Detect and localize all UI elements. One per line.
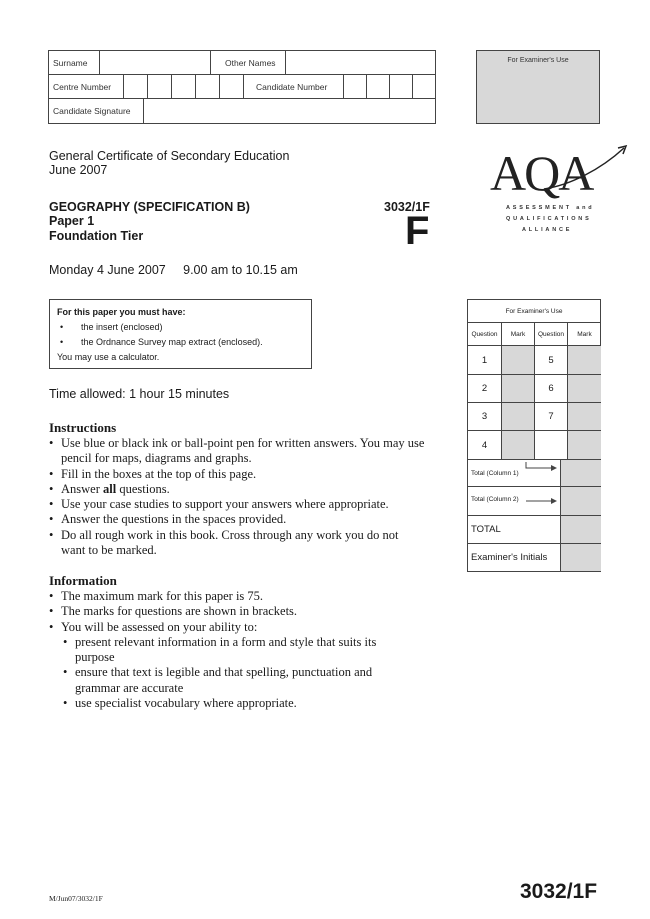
aqa-logo: AQA (490, 145, 593, 201)
table-row (468, 346, 600, 375)
other-names-label: Other Names (211, 51, 286, 74)
header-question: Question (468, 323, 502, 345)
time-allowed: Time allowed: 1 hour 15 minutes (49, 387, 230, 401)
initials-cell[interactable] (561, 544, 601, 571)
paper-number: Paper 1 (49, 214, 95, 228)
information-title: Information (49, 573, 117, 588)
information-item: • The maximum mark for this paper is 75. (49, 589, 409, 604)
marks-table-header-row (468, 323, 600, 346)
mark-cell[interactable] (502, 403, 535, 430)
information-item: • The marks for questions are shown in brackets. (49, 604, 409, 619)
instruction-item: • Use blue or black ink or ball-point pen for written answers. You may use pencil for maps, diagrams and graphs. (49, 436, 429, 467)
total-col2-cell[interactable] (561, 487, 601, 515)
tier-letter: F (405, 209, 430, 253)
assessment-item: • present relevant information in a form and style that suits its purpose (49, 635, 409, 666)
total-cell[interactable] (561, 516, 601, 543)
mark-cell[interactable] (502, 346, 535, 374)
candidate-digit-2[interactable] (367, 75, 390, 98)
arrow-right-icon (524, 496, 560, 506)
marks-table-title: For Examiner's Use (505, 308, 563, 315)
mark-cell[interactable] (502, 375, 535, 402)
centre-digit-2[interactable] (148, 75, 172, 98)
session: June 2007 (49, 163, 108, 177)
assessment-item: • ensure that text is legible and that spelling, punctuation and grammar are accurate (49, 665, 409, 696)
total-column-1-row (468, 460, 600, 487)
candidate-signature-field[interactable] (144, 99, 436, 124)
material-item: • the insert (enclosed) (57, 320, 304, 335)
other-names-field[interactable] (286, 51, 436, 74)
centre-digit-3[interactable] (172, 75, 196, 98)
mark-cell[interactable] (568, 346, 601, 374)
candidate-digit-4[interactable] (413, 75, 436, 98)
table-row (468, 403, 600, 431)
question-number: 1 (468, 346, 502, 374)
total-col1-cell[interactable] (561, 460, 601, 486)
mark-cell[interactable] (568, 375, 601, 402)
signature-row (49, 99, 435, 124)
mark-cell[interactable] (568, 403, 601, 430)
arrow-right-icon (524, 462, 560, 474)
candidate-details-grid (48, 50, 436, 124)
material-item: • the Ordnance Survey map extract (enclosed). (57, 335, 304, 350)
table-row (468, 431, 600, 460)
question-number: 5 (535, 346, 568, 374)
candidate-signature-label: Candidate Signature (49, 99, 144, 124)
centre-number-label: Centre Number (49, 75, 124, 98)
header-question: Question (535, 323, 568, 345)
calculator-note: You may use a calculator. (57, 352, 160, 362)
total-row (468, 516, 600, 544)
instructions-section (49, 420, 429, 558)
initials-label: Examiner's Initials (468, 544, 561, 571)
number-row (49, 75, 435, 99)
centre-digit-4[interactable] (196, 75, 220, 98)
total-col2-label-cell (468, 487, 561, 515)
total-label: TOTAL (468, 516, 561, 543)
instruction-item: • Answer the questions in the spaces provided. (49, 512, 429, 527)
question-number: 2 (468, 375, 502, 402)
logo-line-1: ASSESSMENT and (506, 205, 595, 211)
qualification: General Certificate of Secondary Education (49, 149, 290, 163)
question-number: 4 (468, 431, 502, 459)
centre-digit-5[interactable] (220, 75, 244, 98)
examiner-marks-table (467, 299, 601, 572)
candidate-digit-3[interactable] (390, 75, 413, 98)
total-column-2-row (468, 487, 600, 516)
assessment-item: • use specialist vocabulary where appropriate. (49, 696, 409, 711)
date-time: Monday 4 June 2007 9.00 am to 10.15 am (49, 263, 298, 277)
candidate-number-label: Candidate Number (244, 75, 344, 98)
surname-field[interactable] (100, 51, 211, 74)
total-col2-label: Total (Column 2) (471, 496, 519, 503)
marks-table-title-row (468, 300, 600, 323)
candidate-digit-1[interactable] (344, 75, 367, 98)
question-number: 3 (468, 403, 502, 430)
subject: GEOGRAPHY (SPECIFICATION B) (49, 200, 250, 214)
header-mark: Mark (502, 323, 535, 345)
logo-line-2: QUALIFICATIONS (506, 216, 592, 222)
logo-swoosh-icon (540, 145, 630, 195)
information-section (49, 573, 409, 711)
total-col1-label-cell (468, 460, 561, 486)
empty-cell (535, 431, 568, 459)
total-col1-label: Total (Column 1) (471, 470, 519, 477)
table-row (468, 375, 600, 403)
question-number: 7 (535, 403, 568, 430)
information-item: • You will be assessed on your ability to: (49, 620, 409, 635)
materials-title: For this paper you must have: (57, 307, 186, 317)
logo-line-3: ALLIANCE (522, 227, 573, 233)
instruction-item: • Use your case studies to support your answers where appropriate. (49, 497, 429, 512)
initials-row (468, 544, 600, 571)
instructions-title: Instructions (49, 420, 117, 435)
surname-row (49, 51, 435, 75)
paper-code: 3032/1F (384, 200, 430, 214)
header-mark: Mark (577, 331, 592, 338)
instruction-item: • Fill in the boxes at the top of this page. (49, 467, 429, 482)
question-number: 6 (535, 375, 568, 402)
instruction-item: • Do all rough work in this book. Cross through any work you do not want to be marked. (49, 528, 429, 559)
footer-reference: M/Jun07/3032/1F (49, 894, 103, 903)
examiner-use-box: For Examiner's Use (476, 50, 600, 124)
instruction-item: • Answer all questions. (49, 482, 429, 497)
footer-paper-code: 3032/1F (520, 880, 598, 903)
tier: Foundation Tier (49, 229, 144, 243)
surname-label: Surname (49, 51, 100, 74)
mark-cell[interactable] (502, 431, 535, 459)
materials-box (49, 299, 312, 369)
centre-digit-1[interactable] (124, 75, 148, 98)
empty-cell (568, 431, 601, 459)
